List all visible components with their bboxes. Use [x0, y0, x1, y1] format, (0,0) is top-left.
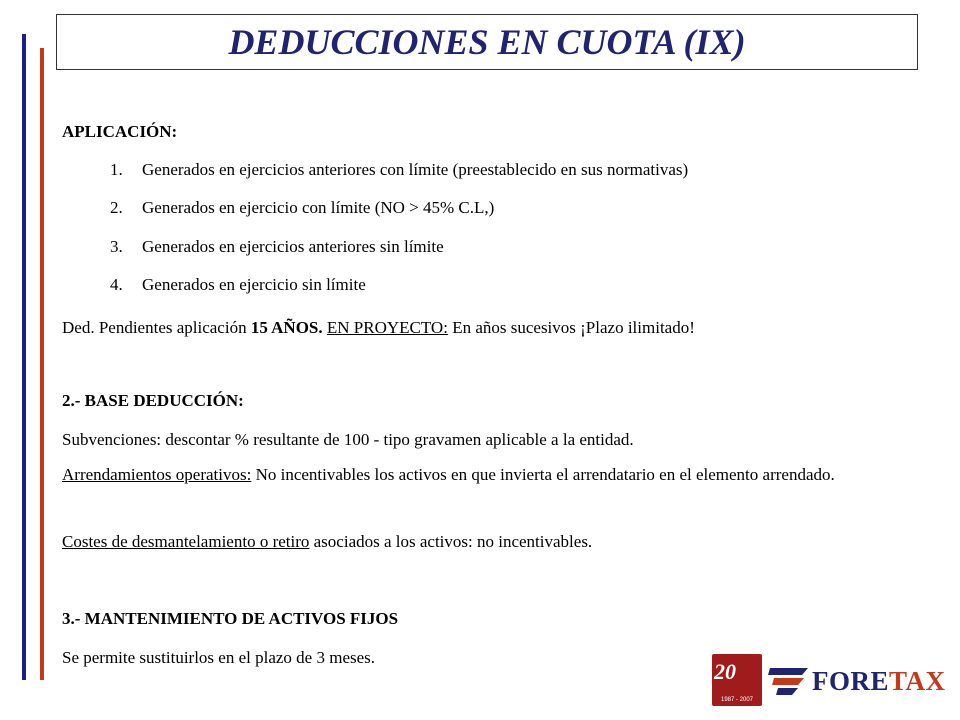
base-heading: 2.- BASE DEDUCCIÓN:: [62, 391, 244, 410]
pendientes-line: [62, 318, 695, 338]
list-number: 4.: [110, 275, 123, 294]
list-number: 3.: [110, 237, 123, 256]
mantenimiento-heading: 3.- MANTENIMIENTO DE ACTIVOS FIJOS: [62, 609, 399, 628]
mantenimiento-text: Se permite sustituirlos en el plazo de 3 meses.: [62, 648, 376, 667]
brand-part2: TAX: [889, 666, 946, 696]
pendientes-years: 15 AÑOS.: [250, 318, 323, 337]
left-red-bar: [40, 48, 44, 680]
brand-part1: FORE: [812, 666, 890, 696]
list-number: 2.: [110, 198, 123, 217]
pendientes-prefix: Ded. Pendientes aplicación: [62, 318, 251, 337]
seal-number: 20: [714, 659, 736, 684]
list-text: Generados en ejercicio con límite (NO > 45% C.L,): [142, 198, 495, 217]
costes-line: [62, 532, 592, 552]
list-item: [110, 275, 366, 295]
left-blue-bar: [22, 34, 26, 680]
foretax-logo: [712, 652, 948, 708]
list-text: Generados en ejercicio sin límite: [142, 275, 366, 294]
list-text: Generados en ejercicios anteriores sin límite: [142, 237, 444, 256]
list-item: [110, 237, 444, 257]
list-number: 1.: [110, 160, 123, 179]
brand-name: [812, 666, 946, 697]
title-box: [56, 14, 918, 70]
page-title: DEDUCCIONES EN CUOTA (IX): [228, 22, 746, 62]
aplicacion-heading: APLICACIÓN:: [62, 122, 178, 141]
list-item: [110, 198, 494, 218]
costes-text: asociados a los activos: no incentivables.: [309, 532, 593, 551]
arrendamientos-line: [62, 465, 937, 485]
costes-label: Costes de desmantelamiento o retiro: [62, 532, 310, 551]
list-item: [110, 160, 688, 180]
subvenciones-line: Subvenciones: descontar % resultante de 100 - tipo gravamen aplicable a la entidad.: [62, 430, 634, 449]
pendientes-suffix: En años sucesivos ¡Plazo ilimitado!: [447, 318, 695, 337]
seal-years: 1987 - 2007: [720, 697, 754, 703]
wing-icon: [768, 664, 808, 698]
list-text: Generados en ejercicios anteriores con límite (preestablecido en sus normativas): [142, 160, 689, 179]
anniversary-seal-icon: [712, 654, 762, 706]
arrendamientos-text: No incentivables los activos en que invierta el arrendatario en el elemento arrendado.: [251, 465, 835, 484]
arrendamientos-label: Arrendamientos operativos:: [62, 465, 252, 484]
proyecto-label: EN PROYECTO:: [326, 318, 448, 337]
